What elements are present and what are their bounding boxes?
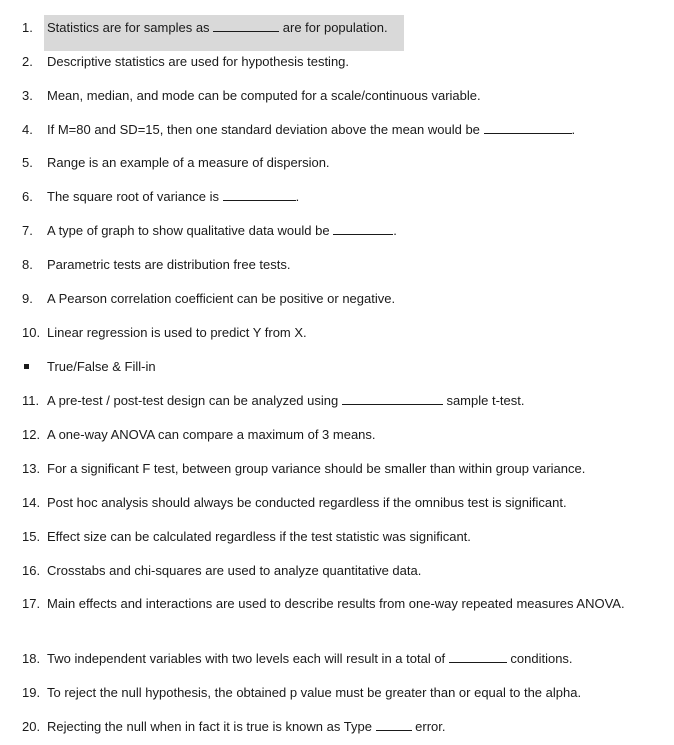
fill-in-blank xyxy=(333,221,393,235)
fill-in-blank xyxy=(223,187,296,201)
item-number: 5. xyxy=(22,155,33,170)
item-number: 20. xyxy=(22,719,41,734)
item-number: 18. xyxy=(22,651,41,666)
question-text: The square root of variance is . xyxy=(47,189,300,204)
question-text: Effect size can be calculated regardless if the test statistic was significant. xyxy=(47,529,471,544)
fill-in-blank xyxy=(376,717,412,731)
item-number: 3. xyxy=(22,88,33,103)
item-number: 2. xyxy=(22,54,33,69)
question-text: A type of graph to show qualitative data would be . xyxy=(47,223,397,238)
item-number: 15. xyxy=(22,529,41,544)
item-number: 12. xyxy=(22,427,41,442)
question-text: Two independent variables with two levels each will result in a total of conditions. xyxy=(47,651,573,666)
question-text: To reject the null hypothesis, the obtained p value must be greater than or equal to the alpha. xyxy=(47,685,582,700)
item-number: 13. xyxy=(22,461,41,476)
question-text: Rejecting the null when in fact it is true is known as Type error. xyxy=(47,719,446,734)
item-number: 11. xyxy=(22,393,40,408)
fill-in-blank xyxy=(342,391,443,405)
fill-in-blank xyxy=(213,18,279,32)
question-text: A one-way ANOVA can compare a maximum of 3 means. xyxy=(47,427,376,442)
question-text: Range is an example of a measure of dispersion. xyxy=(47,155,330,170)
question-text: Descriptive statistics are used for hypothesis testing. xyxy=(47,54,350,69)
fill-in-blank xyxy=(484,120,572,134)
item-number: 4. xyxy=(22,122,33,137)
item-number: 7. xyxy=(22,223,33,238)
question-text: Linear regression is used to predict Y from X. xyxy=(47,325,307,340)
item-number: 19. xyxy=(22,685,41,700)
bullet-icon xyxy=(24,364,29,369)
question-text: A pre-test / post-test design can be analyzed using sample t-test. xyxy=(47,393,525,408)
item-number: 16. xyxy=(22,563,41,578)
item-number: 1. xyxy=(22,20,33,35)
question-text: Main effects and interactions are used to describe results from one-way repeated measures ANOVA. xyxy=(47,596,625,611)
question-text: Parametric tests are distribution free tests. xyxy=(47,257,291,272)
item-number: 8. xyxy=(22,257,33,272)
item-number: 9. xyxy=(22,291,33,306)
question-text: Mean, median, and mode can be computed for a scale/continuous variable. xyxy=(47,88,481,103)
question-text: Post hoc analysis should always be conducted regardless if the omnibus test is significant. xyxy=(47,495,567,510)
item-number: 14. xyxy=(22,495,41,510)
question-text: If M=80 and SD=15, then one standard deviation above the mean would be . xyxy=(47,122,576,137)
item-number: 17. xyxy=(22,596,41,611)
question-text: A Pearson correlation coefficient can be positive or negative. xyxy=(47,291,396,306)
section-heading-text: True/False & Fill-in xyxy=(47,359,156,374)
question-text: Crosstabs and chi-squares are used to analyze quantitative data. xyxy=(47,563,422,578)
item-number: 10. xyxy=(22,325,41,340)
question-text: For a significant F test, between group variance should be smaller than within group variance. xyxy=(47,461,586,476)
question-text: Statistics are for samples as are for population. xyxy=(47,20,388,35)
fill-in-blank xyxy=(449,649,507,663)
item-number: 6. xyxy=(22,189,33,204)
